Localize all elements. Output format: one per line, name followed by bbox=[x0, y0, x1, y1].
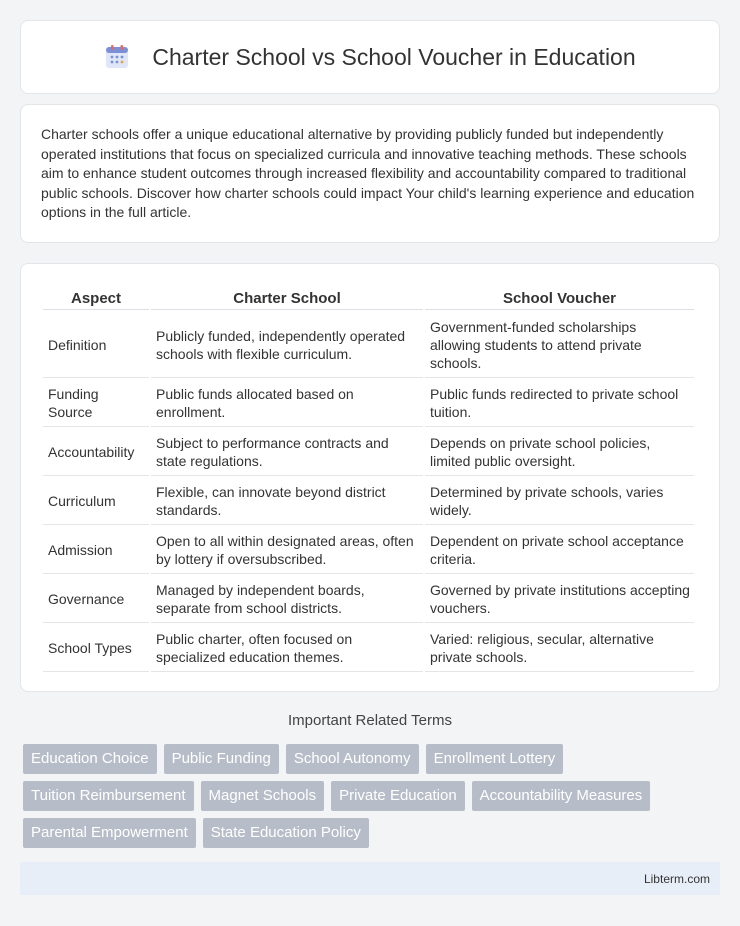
cell-voucher: Depends on private school policies, limited public oversight. bbox=[425, 429, 694, 476]
tag-enrollment-lottery[interactable]: Enrollment Lottery bbox=[426, 744, 564, 774]
cell-charter: Open to all within designated areas, often by lottery if oversubscribed. bbox=[151, 527, 423, 574]
footer-site-link[interactable]: Libterm.com bbox=[643, 872, 710, 886]
table-row bbox=[43, 478, 694, 525]
related-terms-title: Important Related Terms bbox=[288, 712, 452, 729]
cell-aspect: Accountability bbox=[43, 429, 149, 476]
tag-tuition-reimbursement[interactable]: Tuition Reimbursement bbox=[23, 781, 194, 811]
cell-charter: Public funds allocated based on enrollment. bbox=[151, 380, 423, 427]
cell-aspect: Definition bbox=[43, 312, 149, 378]
tag-state-education-policy[interactable]: State Education Policy bbox=[203, 818, 369, 848]
cell-aspect: Curriculum bbox=[43, 478, 149, 525]
cell-aspect: Funding Source bbox=[43, 380, 149, 427]
table-row bbox=[43, 429, 694, 476]
header-school-voucher: School Voucher bbox=[425, 286, 694, 310]
header-charter-school: Charter School bbox=[151, 286, 423, 310]
table-row bbox=[43, 576, 694, 623]
tag-private-education[interactable]: Private Education bbox=[331, 781, 465, 811]
cell-voucher: Government-funded scholarships allowing students to attend private schools. bbox=[425, 312, 694, 378]
tag-parental-empowerment[interactable]: Parental Empowerment bbox=[23, 818, 196, 848]
comparison-table bbox=[41, 284, 696, 674]
cell-aspect: School Types bbox=[43, 625, 149, 672]
intro-paragraph: Charter schools offer a unique educational alternative by providing publicly funded but independently operated institutions that focus on specialized curricula and innovative teaching methods. These schools aim to enhance student outcomes through increased flexibility and accountability compared to traditional public schools. Discover how charter schools could impact Your child's learning experience and education options in the full article. bbox=[41, 126, 695, 220]
tag-magnet-schools[interactable]: Magnet Schools bbox=[201, 781, 325, 811]
cell-charter: Publicly funded, independently operated schools with flexible curriculum. bbox=[151, 312, 423, 378]
tag-public-funding[interactable]: Public Funding bbox=[164, 744, 279, 774]
cell-voucher: Varied: religious, secular, alternative private schools. bbox=[425, 625, 694, 672]
table-row bbox=[43, 527, 694, 574]
related-terms-tags bbox=[23, 744, 713, 848]
header-aspect: Aspect bbox=[43, 286, 149, 310]
title-card bbox=[20, 20, 720, 94]
table-row bbox=[43, 625, 694, 672]
cell-voucher: Determined by private schools, varies widely. bbox=[425, 478, 694, 525]
table-row bbox=[43, 380, 694, 427]
cell-voucher: Governed by private institutions accepting vouchers. bbox=[425, 576, 694, 623]
tag-school-autonomy[interactable]: School Autonomy bbox=[286, 744, 419, 774]
cell-charter: Subject to performance contracts and state regulations. bbox=[151, 429, 423, 476]
tag-education-choice[interactable]: Education Choice bbox=[23, 744, 157, 774]
tag-accountability-measures[interactable]: Accountability Measures bbox=[472, 781, 651, 811]
cell-voucher: Dependent on private school acceptance criteria. bbox=[425, 527, 694, 574]
table-row bbox=[43, 312, 694, 378]
intro-card bbox=[20, 104, 720, 243]
calendar-icon bbox=[104, 44, 130, 70]
cell-charter: Flexible, can innovate beyond district standards. bbox=[151, 478, 423, 525]
cell-voucher: Public funds redirected to private school tuition. bbox=[425, 380, 694, 427]
table-header-row bbox=[43, 286, 694, 310]
cell-aspect: Admission bbox=[43, 527, 149, 574]
cell-charter: Managed by independent boards, separate from school districts. bbox=[151, 576, 423, 623]
comparison-table-card bbox=[20, 263, 720, 692]
page-title: Charter School vs School Voucher in Education bbox=[152, 43, 636, 70]
cell-charter: Public charter, often focused on specialized education themes. bbox=[151, 625, 423, 672]
footer bbox=[20, 862, 720, 895]
cell-aspect: Governance bbox=[43, 576, 149, 623]
